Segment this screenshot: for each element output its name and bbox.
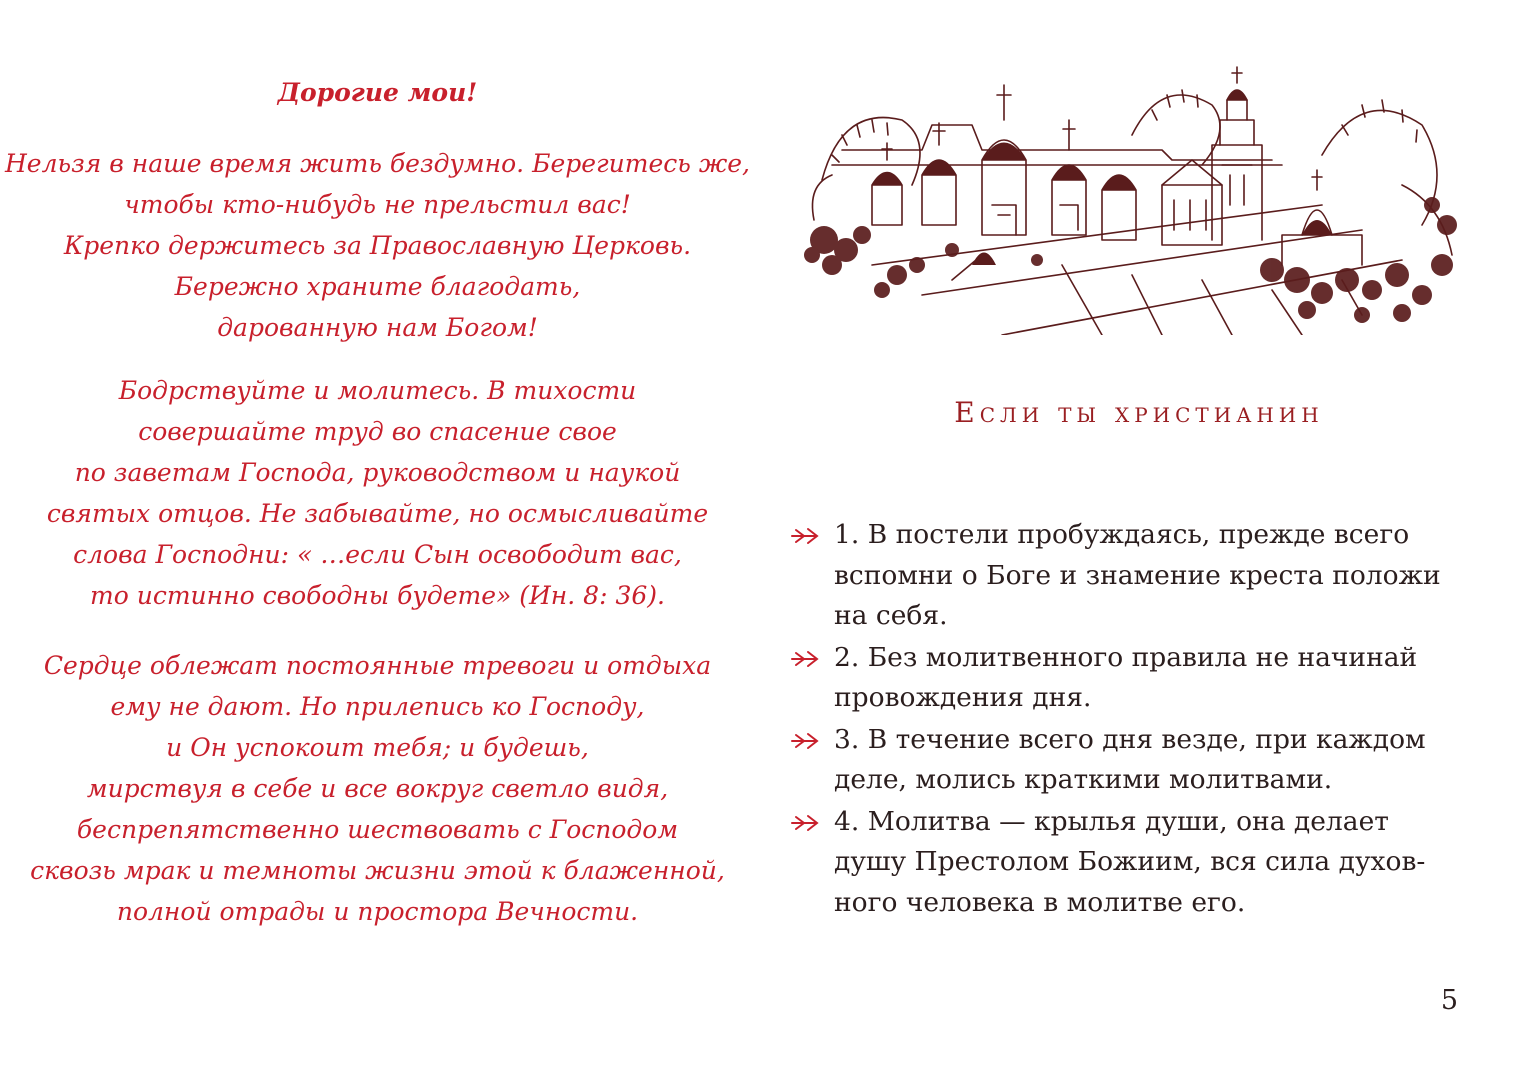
paragraph-line: ему не дают. Но прилепись ко Господу, [110,692,645,721]
paragraph-line: мирствуя в себе и все вокруг светло видя, [86,774,669,803]
paragraph-line: Бодрствуйте и молитесь. В тихости [118,376,637,405]
paragraph-line: полной отрады и простора Вечности. [116,897,639,926]
paragraph-line: Сердце облежат постоянные тревоги и отдыха [43,651,712,680]
rule-line: вспомни о Боге и знамение креста положи [834,559,1441,591]
paragraph-line: слова Господни: « …если Сын освободит вас, [73,540,682,569]
rule-line: на себя. [834,600,948,631]
paragraph-line: совершайте труд во спасение свое [138,417,617,446]
paragraph-line: и Он успокоит тебя; и будешь, [166,733,589,762]
section-title: Если ты христианин [954,396,1324,429]
paragraph-3 [0,645,755,932]
paragraph-line: святых отцов. Не забывайте, но осмысливайте [46,499,709,528]
rule-item [790,720,1450,801]
paragraph-line: Крепко держитесь за Православную Церковь. [63,231,692,260]
rule-line: деле, молись краткими молитвами. [834,764,1333,795]
rule-line: 1. В постели пробуждаясь, прежде всего [834,519,1410,550]
monastery-illustration [802,65,1462,335]
paragraph-line: то истинно свободны будете» (Ин. 8: 36). [90,581,665,610]
rule-line: 3. В течение всего дня везде, при каждом [834,723,1426,755]
arrow-bullet-icon [790,813,826,833]
paragraph-1 [0,143,755,348]
arrow-bullet-icon [790,649,826,669]
rule-line: 4. Молитва — крылья души, она делает [834,805,1389,837]
paragraph-line: по заветам Господа, руководством и наукой [74,458,681,487]
rule-line: ного человека в молитве его. [834,886,1246,918]
paragraph-line: сквозь мрак и темноты жизни этой к блаженной, [30,856,725,885]
rule-item [790,802,1450,924]
paragraph-2 [0,370,755,616]
paragraph-line: беспрепятственно шествовать с Господом [76,815,679,844]
rule-line: 2. Без молитвенного правила не начинай [834,641,1418,673]
arrow-bullet-icon [790,731,826,751]
paragraph-line: Нельзя в наше время жить бездумно. Берегитесь же, [4,149,750,178]
rules-list [790,515,1450,924]
page-number: 5 [1440,985,1458,1016]
arrow-bullet-icon [790,526,826,546]
left-page [0,0,755,1080]
rule-line: провождения дня. [834,682,1092,713]
paragraph-line: Бережно храните благодать, [174,272,581,301]
rule-item [790,638,1450,719]
paragraph-line: дарованную нам Богом! [217,313,538,342]
right-page [760,0,1518,1080]
paragraph-line: чтобы кто-нибудь не прельстил вас! [124,190,631,219]
rule-item [790,515,1450,637]
greeting-heading: Дорогие мои! [277,78,478,107]
rule-line: душу Престолом Божиим, вся сила духов- [834,846,1426,877]
